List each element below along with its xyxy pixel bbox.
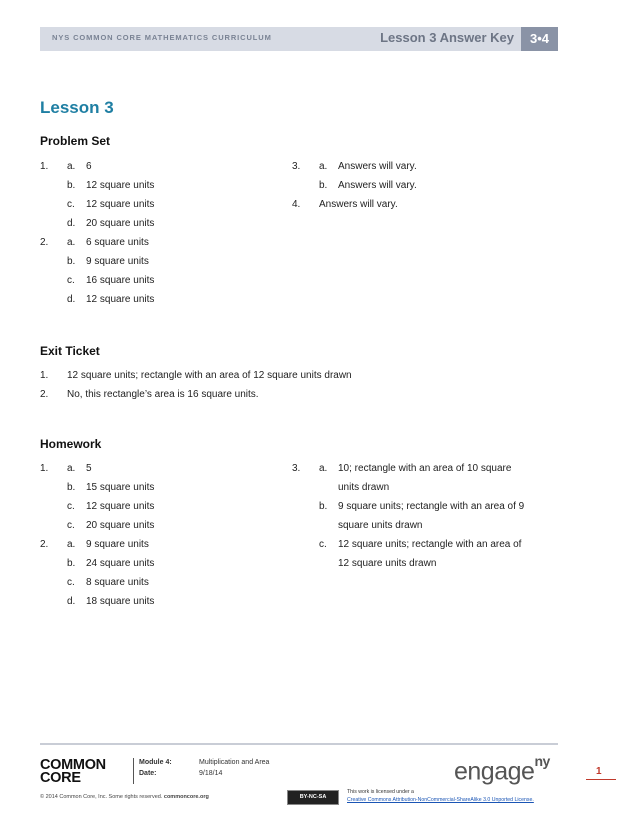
item-letter: d. — [67, 218, 76, 229]
item-letter: a. — [319, 463, 328, 474]
answer-text: Answers will vary. — [338, 180, 417, 191]
answer-text: 20 square units — [86, 218, 155, 229]
answer-text: Answers will vary. — [319, 199, 398, 210]
answer-text: 12 square units — [86, 294, 155, 305]
answer-text: 12 square units drawn — [338, 558, 437, 569]
item-letter: a. — [67, 161, 76, 172]
item-number: 2. — [40, 237, 49, 248]
answer-text: 12 square units — [86, 180, 155, 191]
item-letter: d. — [67, 294, 76, 305]
answer-text: 12 square units — [86, 199, 155, 210]
item-letter: d. — [67, 596, 76, 607]
answer-text: 12 square units — [86, 501, 155, 512]
license-intro: This work is licensed under a — [347, 789, 414, 795]
answer-text: 9 square units — [86, 256, 149, 267]
item-letter: a. — [67, 463, 76, 474]
copyright-text: © 2014 Common Core, Inc. Some rights reserved. — [40, 794, 163, 800]
answer-text: square units drawn — [338, 520, 423, 531]
item-letter: c. — [319, 539, 327, 550]
item-number: 3. — [292, 463, 301, 474]
item-letter: b. — [67, 256, 76, 267]
engage-text: engage — [454, 757, 535, 786]
answer-text: 5 — [86, 463, 92, 474]
answer-text: 8 square units — [86, 577, 149, 588]
item-letter: b. — [67, 482, 76, 493]
logo-line-1: COMMON — [40, 757, 106, 773]
logo-separator — [133, 758, 134, 784]
item-number: 2. — [40, 539, 49, 550]
exit-ticket-heading: Exit Ticket — [40, 344, 100, 358]
engageny-logo — [454, 753, 550, 786]
answer-text: 9 square units; rectangle with an area of 9 — [338, 501, 525, 512]
answer-text: Answers will vary. — [338, 161, 417, 172]
answer-key-title: Lesson 3 Answer Key — [380, 30, 514, 45]
answer-text: 12 square units; rectangle with an area of 12 square units drawn — [67, 370, 352, 381]
item-number: 1. — [40, 370, 49, 381]
item-letter: a. — [319, 161, 328, 172]
item-number: 4. — [292, 199, 301, 210]
page-header — [40, 27, 558, 51]
footer-divider — [40, 743, 558, 745]
answer-text: 10; rectangle with an area of 10 square — [338, 463, 512, 474]
answer-text: units drawn — [338, 482, 390, 493]
item-letter: b. — [319, 180, 328, 191]
answer-text: 16 square units — [86, 275, 155, 286]
answer-text: 6 — [86, 161, 92, 172]
item-letter: c. — [67, 577, 75, 588]
module-value: Multiplication and Area — [199, 759, 270, 766]
item-letter: c. — [67, 520, 75, 531]
answer-text: 18 square units — [86, 596, 155, 607]
answer-text: 20 square units — [86, 520, 155, 531]
item-number: 2. — [40, 389, 49, 400]
lesson-title: Lesson 3 — [40, 98, 114, 117]
item-letter: a. — [67, 539, 76, 550]
curriculum-label: NYS COMMON CORE MATHEMATICS CURRICULUM — [52, 33, 272, 42]
date-value: 9/18/14 — [199, 770, 223, 777]
date-label: Date: — [139, 770, 157, 777]
item-number: 3. — [292, 161, 301, 172]
answer-text: 6 square units — [86, 237, 149, 248]
answer-text: No, this rectangle’s area is 16 square units. — [67, 389, 259, 400]
answer-text: 15 square units — [86, 482, 155, 493]
item-letter: b. — [67, 558, 76, 569]
page-number-underline — [586, 779, 616, 780]
homework-heading: Homework — [40, 437, 102, 451]
answer-text: 12 square units; rectangle with an area of — [338, 539, 522, 550]
item-number: 1. — [40, 161, 49, 172]
item-letter: b. — [319, 501, 328, 512]
grade-module-badge: 3•4 — [521, 27, 558, 51]
logo-line-2: CORE — [40, 770, 81, 786]
copyright-site: commoncore.org — [163, 794, 209, 800]
module-label: Module 4: — [139, 759, 172, 766]
item-letter: a. — [67, 237, 76, 248]
item-number: 1. — [40, 463, 49, 474]
item-letter: c. — [67, 501, 75, 512]
engage-ny: ny — [534, 753, 550, 769]
item-letter: b. — [67, 180, 76, 191]
page-number: 1 — [596, 766, 602, 777]
cc-license-badge: BY-NC-SA — [287, 790, 339, 805]
license-link[interactable]: Creative Commons Attribution-NonCommercial-ShareAlike 3.0 Unported License. — [347, 797, 534, 803]
answer-text: 24 square units — [86, 558, 155, 569]
item-letter: c. — [67, 275, 75, 286]
answer-text: 9 square units — [86, 539, 149, 550]
problem-set-heading: Problem Set — [40, 134, 111, 148]
common-core-logo — [40, 759, 106, 785]
copyright — [40, 794, 209, 800]
item-letter: c. — [67, 199, 75, 210]
